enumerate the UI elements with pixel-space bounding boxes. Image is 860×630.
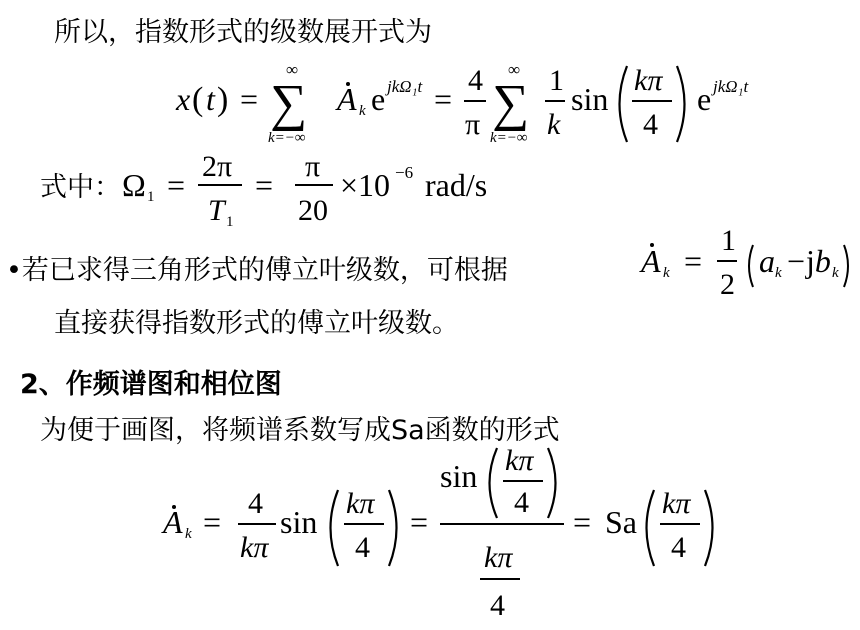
bullet-a-sub: k	[775, 265, 782, 281]
eq3-kpi-bar	[344, 523, 384, 525]
eq3-frac-den: kπ	[240, 531, 269, 564]
bullet-line-text: •若已求得三角形式的傅立叶级数，可根据	[6, 255, 508, 286]
bullet-A-sub: k	[663, 265, 670, 281]
eq1-frac1-den: k	[547, 108, 561, 141]
eq2-frac-den-sub: 1	[226, 214, 234, 230]
eq3-eq3: =	[573, 504, 592, 540]
eq1-sum2-upper: ∞	[508, 60, 521, 79]
eq3-frac-num: 4	[248, 487, 263, 520]
eq1-big-rparen	[677, 66, 685, 142]
eq3-A-sub: k	[185, 526, 192, 542]
eq1-frac1-num: 1	[549, 64, 564, 97]
eq3-eq1: =	[203, 504, 222, 540]
eq1-kpi-bar	[632, 100, 672, 102]
bullet-a: a	[759, 243, 775, 279]
eq3-sa-bar	[660, 523, 700, 525]
eq3-sa-kpi: kπ	[662, 487, 691, 520]
eq1-sum1-lower: k=−∞	[268, 130, 306, 146]
eq2-frac-den: T	[208, 194, 225, 227]
eq3-bigfrac-inner-four: 4	[514, 486, 529, 519]
eq2-eq1: =	[167, 167, 186, 203]
eq3-bigfrac-den-four: 4	[490, 589, 505, 622]
section-title: 2、作频谱图和相位图	[20, 369, 282, 400]
eq3-bigfrac-den-kpi: kπ	[484, 541, 513, 574]
eq2-power: −6	[395, 163, 414, 182]
eq1-frac-bar	[464, 100, 486, 102]
bullet-frac-bar	[717, 260, 737, 262]
intro-line: 所以，指数形式的级数展开式为	[54, 17, 432, 48]
bullet-rparen	[844, 245, 848, 287]
eq2-frac2-bar	[295, 184, 333, 186]
eq1-x: x	[176, 81, 191, 117]
eq1-A: A	[337, 81, 357, 117]
bullet-eq: =	[684, 243, 703, 279]
eq2-frac2-num: π	[305, 150, 321, 183]
bullet-frac-num: 1	[721, 224, 736, 257]
eq1-sum2-symbol: ∑	[492, 75, 530, 132]
bullet-lparen	[749, 245, 753, 287]
eq3-bigfrac-sin: sin	[440, 458, 478, 494]
bullet-jb: jb	[806, 243, 831, 279]
eq1-kpi: kπ	[634, 64, 663, 97]
eq2-omega-sub: 1	[147, 189, 155, 205]
section-text: 为便于画图，将频谱系数写成Sa函数的形式	[40, 415, 560, 446]
eq3-rparen	[389, 490, 397, 566]
eq3-bigfrac-lparen	[490, 448, 498, 518]
eq2-omega: Ω	[122, 167, 146, 203]
eq1-e: e	[371, 81, 386, 117]
eq2-eq2: =	[255, 167, 274, 203]
eq1-sum1-symbol: ∑	[270, 75, 308, 132]
eq2-unit: rad/s	[425, 167, 488, 203]
eq1-exponent: jkΩ₁t	[387, 77, 423, 96]
eq1-frac-num: 4	[468, 64, 483, 97]
eq1-A-sub: k	[359, 103, 366, 119]
eq1-e2: e	[697, 81, 712, 117]
eq3-A: A	[163, 504, 183, 540]
eq1-equals: =	[240, 81, 259, 117]
bullet-b-sub: k	[832, 265, 839, 281]
eq2-frac-num: 2π	[202, 150, 233, 183]
eq1-equals2: =	[434, 81, 453, 117]
eq1-sum1-upper: ∞	[286, 60, 299, 79]
bullet-frac-den: 2	[720, 268, 735, 301]
eq3-bigfrac-bar	[440, 523, 564, 525]
eq1-rparen: )	[217, 81, 229, 118]
eq1-frac-den: π	[465, 108, 481, 141]
eq3-bigfrac-rparen	[548, 448, 556, 518]
eq3-kpi: kπ	[346, 487, 375, 520]
eq1-t: t	[206, 81, 215, 117]
eq1-sin: sin	[571, 81, 609, 117]
eq1-frac1-bar	[545, 100, 565, 102]
eq3-frac-bar	[238, 523, 276, 525]
bullet-A: A	[641, 243, 661, 279]
eq3-eq2: =	[410, 504, 429, 540]
eq2-prefix: 式中：	[40, 172, 121, 202]
eq1-big-lparen	[620, 66, 628, 142]
eq3-sa-rparen	[705, 490, 713, 566]
eq3-four: 4	[355, 531, 370, 564]
eq1-lparen: (	[192, 81, 204, 118]
line-after: 直接获得指数形式的傅立叶级数。	[54, 308, 459, 339]
bullet-minus: −	[787, 243, 806, 279]
eq3-sa-lparen	[647, 490, 655, 566]
eq1-sum2-lower: k=−∞	[490, 130, 528, 146]
eq1-exponent2: jkΩ₁t	[713, 77, 749, 96]
eq3-sa-four: 4	[671, 531, 686, 564]
eq3-bigfrac-kpi: kπ	[505, 444, 534, 477]
eq3-bigfrac-inner-bar	[503, 480, 543, 482]
eq1-four: 4	[643, 108, 658, 141]
eq3-bigfrac-den-bar	[480, 578, 520, 580]
eq3-lparen	[331, 490, 339, 566]
eq3-sa: Sa	[605, 504, 637, 540]
eq2-frac-bar	[198, 184, 242, 186]
eq2-frac2-den: 20	[298, 194, 328, 227]
eq3-sin: sin	[280, 504, 318, 540]
eq2-times: ×10	[340, 167, 391, 203]
